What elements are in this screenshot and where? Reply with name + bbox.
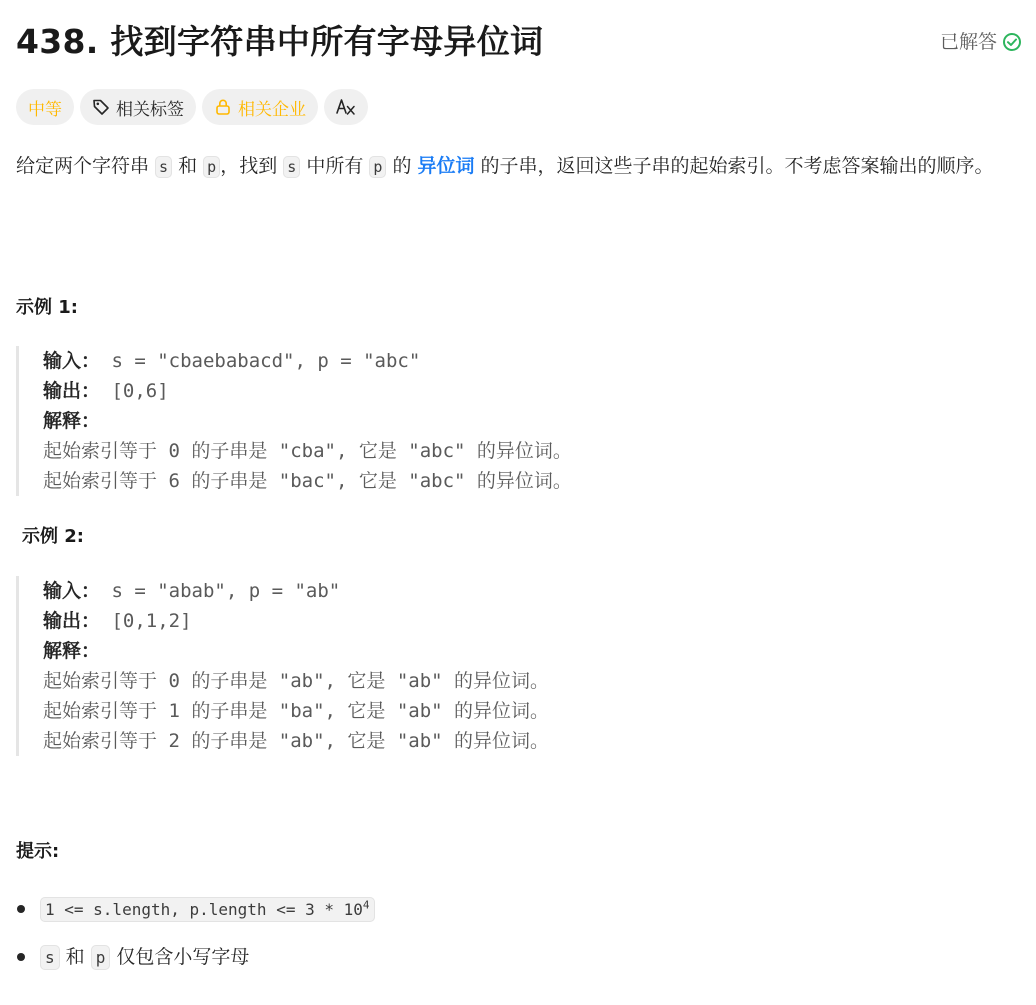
solved-label: 已解答 xyxy=(939,31,997,53)
list-item xyxy=(16,892,375,926)
desc-text: 中所有 xyxy=(300,155,370,177)
constraints-list xyxy=(16,892,375,988)
explain-line: 起始索引等于 0 的子串是 "cba", 它是 "abc" 的异位词。 xyxy=(43,440,572,462)
difficulty-badge xyxy=(16,89,74,125)
constraint-text: 和 xyxy=(59,946,91,968)
example-2-title: 示例 2: xyxy=(22,526,84,547)
explain-label: 解释： xyxy=(43,410,101,432)
explain-line: 起始索引等于 6 的子串是 "bac", 它是 "abc" 的异位词。 xyxy=(43,470,572,492)
explain-label: 解释： xyxy=(43,640,101,662)
inline-code: s xyxy=(155,156,172,178)
inline-code: p xyxy=(203,156,220,178)
related-companies-label: 相关企业 xyxy=(238,99,306,120)
desc-text: 的子串，返回这些子串的起始索引。不考虑答案输出的顺序。 xyxy=(474,155,994,177)
input-label: 输入： xyxy=(43,580,101,602)
bullet-icon xyxy=(17,905,25,913)
inline-code: p xyxy=(91,945,111,970)
input-label: 输入： xyxy=(43,350,101,372)
output-label: 输出： xyxy=(43,380,101,402)
bullet-icon xyxy=(17,953,25,961)
problem-description xyxy=(16,151,1021,182)
translate-button[interactable] xyxy=(324,89,368,125)
lock-icon xyxy=(214,98,232,116)
exponent: 4 xyxy=(362,898,370,912)
example-output: [0,6] xyxy=(100,380,169,402)
example-1-title: 示例 1: xyxy=(16,297,78,318)
desc-text: 给定两个字符串 xyxy=(16,155,156,177)
related-tags-button[interactable] xyxy=(80,89,196,125)
anagram-keyword-link[interactable]: 异位词 xyxy=(417,155,475,177)
translate-icon xyxy=(335,97,357,117)
desc-text: 和 xyxy=(172,155,204,177)
example-2-block xyxy=(16,576,549,756)
title-row xyxy=(16,18,1022,66)
problem-title: 438. 找到字符串中所有字母异位词 xyxy=(16,22,544,61)
constraints-title: 提示: xyxy=(16,841,60,862)
check-circle-icon xyxy=(1002,32,1022,52)
tag-bar xyxy=(16,89,368,125)
explain-line: 起始索引等于 1 的子串是 "ba", 它是 "ab" 的异位词。 xyxy=(43,700,550,722)
desc-text: 的 xyxy=(386,155,418,177)
explain-line: 起始索引等于 2 的子串是 "ab", 它是 "ab" 的异位词。 xyxy=(43,730,550,752)
constraint-text: 仅包含小写字母 xyxy=(110,946,250,968)
inline-code: s xyxy=(283,156,300,178)
inline-code: s xyxy=(40,945,60,970)
related-companies-button[interactable] xyxy=(202,89,318,125)
difficulty-label: 中等 xyxy=(28,99,62,120)
example-1-block xyxy=(16,346,572,496)
constraint-code xyxy=(40,897,375,922)
inline-code: p xyxy=(369,156,386,178)
list-item xyxy=(16,940,375,974)
constraint-text: 1 <= s.length, p.length <= 3 * 10 xyxy=(45,900,363,919)
output-label: 输出： xyxy=(43,610,101,632)
solved-status xyxy=(940,30,1022,54)
desc-text: ，找到 xyxy=(220,155,284,177)
example-input: s = "abab", p = "ab" xyxy=(100,580,341,602)
tag-icon xyxy=(92,98,110,116)
related-tags-label: 相关标签 xyxy=(116,99,184,120)
explain-line: 起始索引等于 0 的子串是 "ab", 它是 "ab" 的异位词。 xyxy=(43,670,550,692)
example-output: [0,1,2] xyxy=(100,610,192,632)
example-input: s = "cbaebabacd", p = "abc" xyxy=(100,350,421,372)
